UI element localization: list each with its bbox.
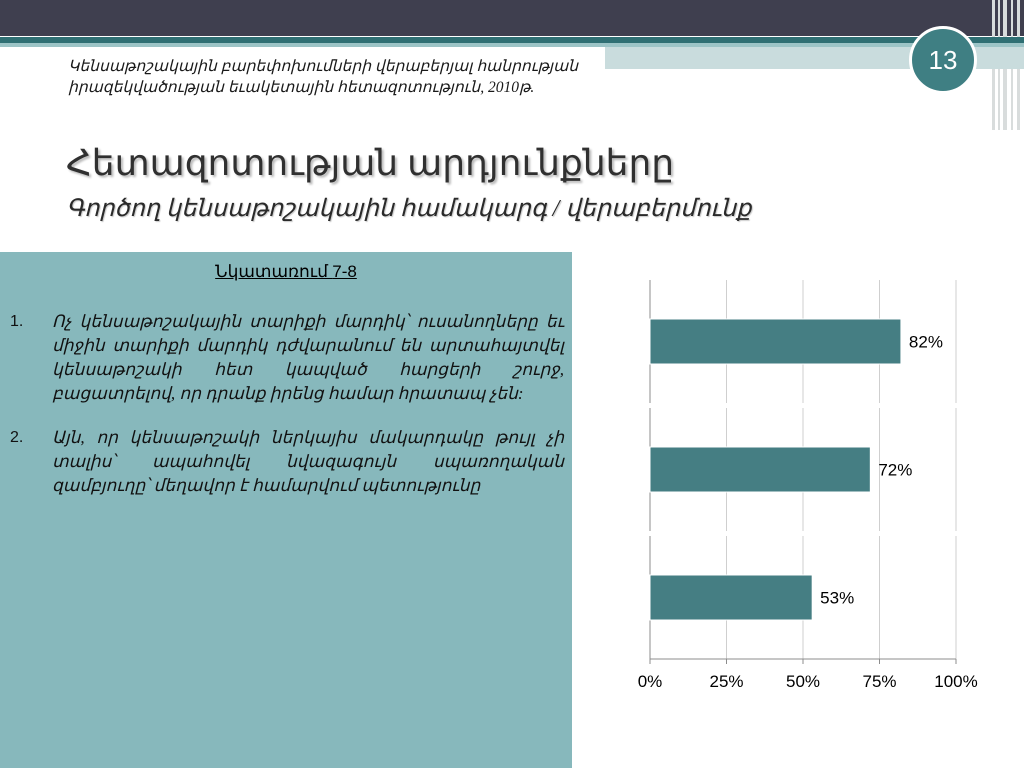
data-label: 72% [878, 460, 913, 480]
x-tick-label: 50% [785, 672, 821, 691]
bar-chart [600, 270, 1024, 710]
slide-title: Հետազոտության արդյունքները [66, 143, 675, 183]
x-tick-label: 100% [934, 672, 978, 691]
source-line-2: իրազեկվածության եւակետային հետազոտություն, 2010թ. [68, 79, 535, 96]
bar [650, 319, 901, 364]
bar [650, 575, 812, 620]
bar [650, 447, 870, 492]
list-item-number: 1. [10, 313, 24, 330]
panel-heading-prefix: Նկատառում [215, 262, 333, 281]
data-label: 82% [908, 332, 943, 352]
source-note [68, 56, 588, 98]
data-label: 53% [820, 588, 855, 608]
x-tick-label: 25% [709, 672, 744, 691]
notes-list [6, 310, 564, 518]
panel-heading [0, 262, 572, 282]
list-item-number: 2. [10, 429, 24, 446]
list-item [6, 310, 564, 406]
list-item-text: Ոչ կենսաթոշակային տարիքի մարդիկ՝ ուսանողները եւ միջին տարիքի մարդիկ դժվարանում են արտահայտվել կենսաթոշակի հետ կապված հարցերի շուրջ, բացատրելով, որ դրանք իրենց համար հրատապ չեն: [52, 312, 564, 403]
bar-chart-svg [600, 270, 1024, 710]
top-bar [0, 0, 1024, 36]
x-tick-label: 75% [862, 672, 897, 691]
x-tick-label: 0% [637, 672, 663, 691]
source-line-1: Կենսաթոշակային բարեփոխումների վերաբերյալ հանրության [68, 58, 579, 75]
list-item [6, 426, 564, 498]
slide-number: 13 [909, 26, 977, 94]
list-item-text: Այն, որ կենսաթոշակի ներկայիս մակարդակը թույլ չի տալիս՝ ապահովել նվազագույն սպառողական զամբյուղը՝ մեղավոր է համարվում պետությունը [52, 428, 564, 495]
panel-heading-range: 7-8 [332, 262, 357, 281]
slide-subtitle: Գործող կենսաթոշակային համակարգ / վերաբերմունք [66, 196, 752, 222]
